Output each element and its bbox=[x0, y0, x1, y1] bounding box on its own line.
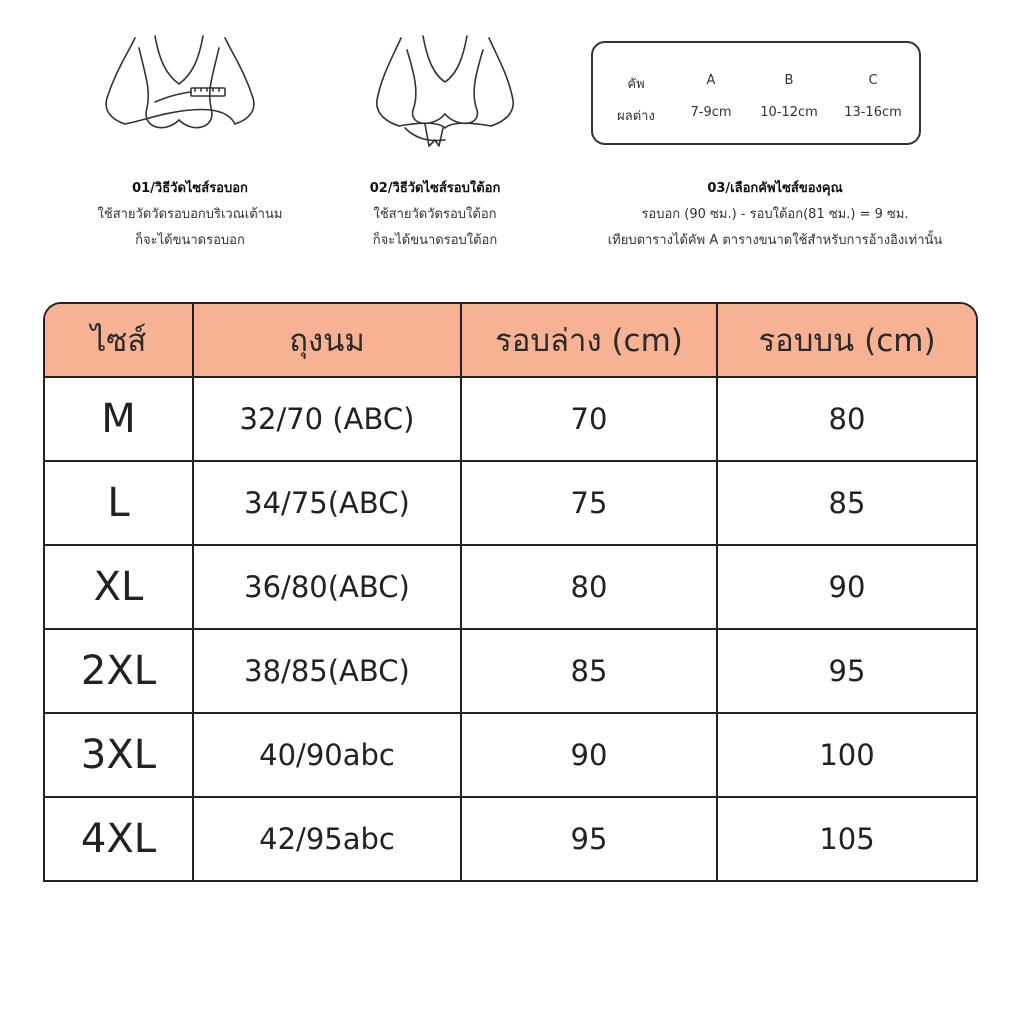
size-cell: 3XL bbox=[45, 713, 193, 797]
underbust-cell: 90 bbox=[461, 713, 717, 797]
step-line: ใช้สายวัดวัดรอบใต้อก bbox=[373, 207, 497, 222]
step-title: 01/วิธีวัดไซส์รอบอก bbox=[132, 181, 248, 196]
diff-label: ผลต่าง bbox=[617, 109, 655, 124]
header-size: ไซส์ bbox=[45, 304, 193, 377]
table-row bbox=[45, 797, 976, 881]
bust-cell: 90 bbox=[717, 545, 976, 629]
cup-c: C bbox=[868, 73, 878, 88]
step-choose-cup bbox=[545, 176, 1005, 254]
bust-cell: 80 bbox=[717, 377, 976, 461]
cup-b: B bbox=[784, 73, 794, 88]
table-row bbox=[45, 377, 976, 461]
size-cell: XL bbox=[45, 545, 193, 629]
step-title: 03/เลือกคัพไซส์ของคุณ bbox=[707, 181, 843, 196]
cup-size-table bbox=[591, 41, 921, 145]
bust-cell: 100 bbox=[717, 713, 976, 797]
table-header bbox=[45, 304, 976, 377]
bust-cell: 105 bbox=[717, 797, 976, 881]
range-c: 13-16cm bbox=[844, 105, 902, 120]
size-cell: L bbox=[45, 461, 193, 545]
size-cell: 2XL bbox=[45, 629, 193, 713]
cup-cell: 32/70 (ABC) bbox=[193, 377, 461, 461]
table-row bbox=[45, 713, 976, 797]
step-title: 02/วิธีวัดไซส์รอบใต้อก bbox=[369, 181, 501, 196]
header-cup: ถุงนม bbox=[193, 304, 461, 377]
step-line: ก็จะได้ขนาดรอบใต้อก bbox=[372, 233, 498, 248]
bust-cell: 85 bbox=[717, 461, 976, 545]
underbust-cell: 75 bbox=[461, 461, 717, 545]
table-row bbox=[45, 461, 976, 545]
underbust-cell: 95 bbox=[461, 797, 717, 881]
step-line: รอบอก (90 ซม.) - รอบใต้อก(81 ซม.) = 9 ซม. bbox=[641, 207, 909, 222]
cup-cell: 34/75(ABC) bbox=[193, 461, 461, 545]
step-line: เทียบตารางได้คัพ A ตารางขนาดใช้สำหรับการอ้างอิงเท่านั้น bbox=[607, 233, 943, 248]
cup-a: A bbox=[706, 73, 716, 88]
underbust-cell: 70 bbox=[461, 377, 717, 461]
size-table bbox=[43, 302, 978, 882]
range-a: 7-9cm bbox=[690, 105, 732, 120]
underbust-measure-icon bbox=[365, 28, 525, 158]
bust-cell: 95 bbox=[717, 629, 976, 713]
range-b: 10-12cm bbox=[760, 105, 818, 120]
table-row bbox=[45, 629, 976, 713]
step-line: ก็จะได้ขนาดรอบอก bbox=[135, 233, 245, 248]
header-bust: รอบบน (cm) bbox=[717, 304, 976, 377]
cup-label: คัพ bbox=[627, 77, 645, 92]
table-row bbox=[45, 545, 976, 629]
underbust-cell: 80 bbox=[461, 545, 717, 629]
underbust-cell: 85 bbox=[461, 629, 717, 713]
cup-cell: 42/95abc bbox=[193, 797, 461, 881]
header-underbust: รอบล่าง (cm) bbox=[461, 304, 717, 377]
bust-measure-icon bbox=[95, 28, 265, 158]
cup-cell: 38/85(ABC) bbox=[193, 629, 461, 713]
cup-cell: 36/80(ABC) bbox=[193, 545, 461, 629]
size-cell: 4XL bbox=[45, 797, 193, 881]
step-underbust bbox=[285, 176, 585, 254]
step-line: ใช้สายวัดวัดรอบอกบริเวณเต้านม bbox=[97, 207, 283, 222]
size-cell: M bbox=[45, 377, 193, 461]
cup-cell: 40/90abc bbox=[193, 713, 461, 797]
